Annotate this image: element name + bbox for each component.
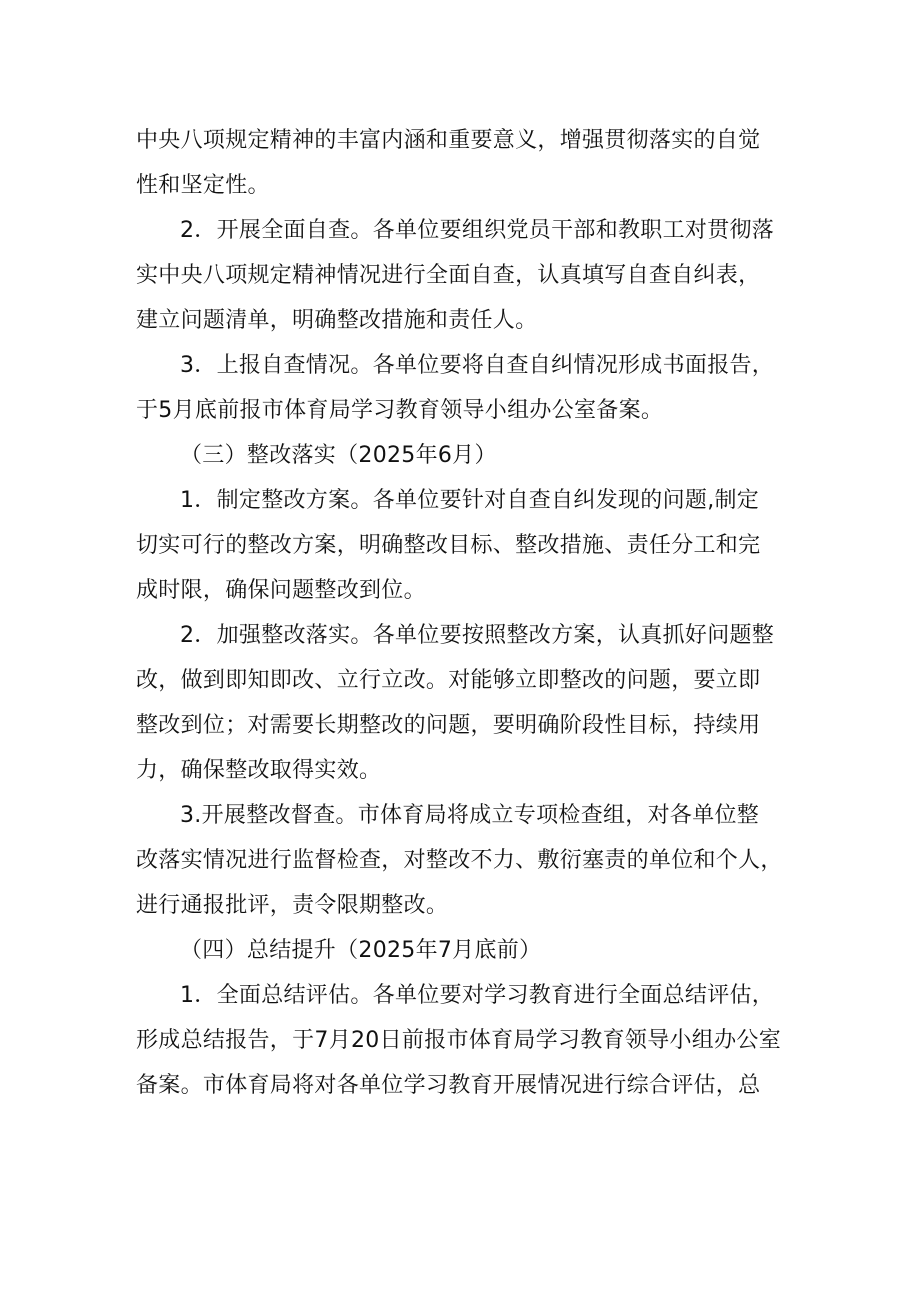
- text-line: 成时限，确保问题整改到位。: [136, 578, 426, 603]
- text-line: 进行通报批评，责令限期整改。: [136, 893, 449, 918]
- text-line: 性和坚定性。: [136, 173, 270, 198]
- text-line: 备案。市体育局将对各单位学习教育开展情况进行综合评估，总: [136, 1073, 761, 1098]
- text-line: 中央八项规定精神的丰富内涵和重要意义，增强贯彻落实的自觉: [136, 128, 761, 153]
- text-line: 3.开展整改督查。市体育局将成立专项检查组，对各单位整: [180, 803, 760, 828]
- text-line: 改落实情况进行监督检查，对整改不力、敷衍塞责的单位和个人，: [136, 848, 783, 873]
- text-line: 实中央八项规定精神情况进行全面自查，认真填写自查自纠表，: [136, 263, 761, 288]
- heading-text: （三）整改落实（2025年6月）: [180, 443, 497, 468]
- text-line: 整改到位；对需要长期整改的问题，要明确阶段性目标，持续用: [136, 713, 761, 738]
- text-line: 2．加强整改落实。各单位要按照整改方案，认真抓好问题整: [180, 623, 775, 648]
- paragraph-report: [136, 343, 796, 433]
- text-line: 切实可行的整改方案，明确整改目标、整改措施、责任分工和完: [136, 533, 761, 558]
- document-page: [136, 118, 796, 1108]
- text-line: 力，确保整改取得实效。: [136, 758, 382, 783]
- text-line: 1．全面总结评估。各单位要对学习教育进行全面总结评估，: [180, 983, 775, 1008]
- section-heading-rectification: [136, 433, 796, 478]
- heading-text: （四）总结提升（2025年7月底前）: [180, 938, 542, 963]
- text-line: 于5月底前报市体育局学习教育领导小组办公室备案。: [136, 398, 664, 423]
- paragraph-plan: [136, 478, 796, 613]
- paragraph-implement: [136, 613, 796, 793]
- text-line: 建立问题清单，明确整改措施和责任人。: [136, 308, 538, 333]
- text-line: 2．开展全面自查。各单位要组织党员干部和教职工对贯彻落: [180, 218, 775, 243]
- text-line: 3．上报自查情况。各单位要将自查自纠情况形成书面报告，: [180, 353, 775, 378]
- section-heading-summary: [136, 928, 796, 973]
- paragraph-supervise: [136, 793, 796, 928]
- text-line: 1．制定整改方案。各单位要针对自查自纠发现的问题,制定: [180, 488, 760, 513]
- paragraph-continuation: [136, 118, 796, 208]
- paragraph-summary: [136, 973, 796, 1108]
- text-line: 改，做到即知即改、立行立改。对能够立即整改的问题，要立即: [136, 668, 761, 693]
- paragraph-self-check: [136, 208, 796, 343]
- text-line: 形成总结报告，于7月20日前报市体育局学习教育领导小组办公室: [136, 1028, 781, 1053]
